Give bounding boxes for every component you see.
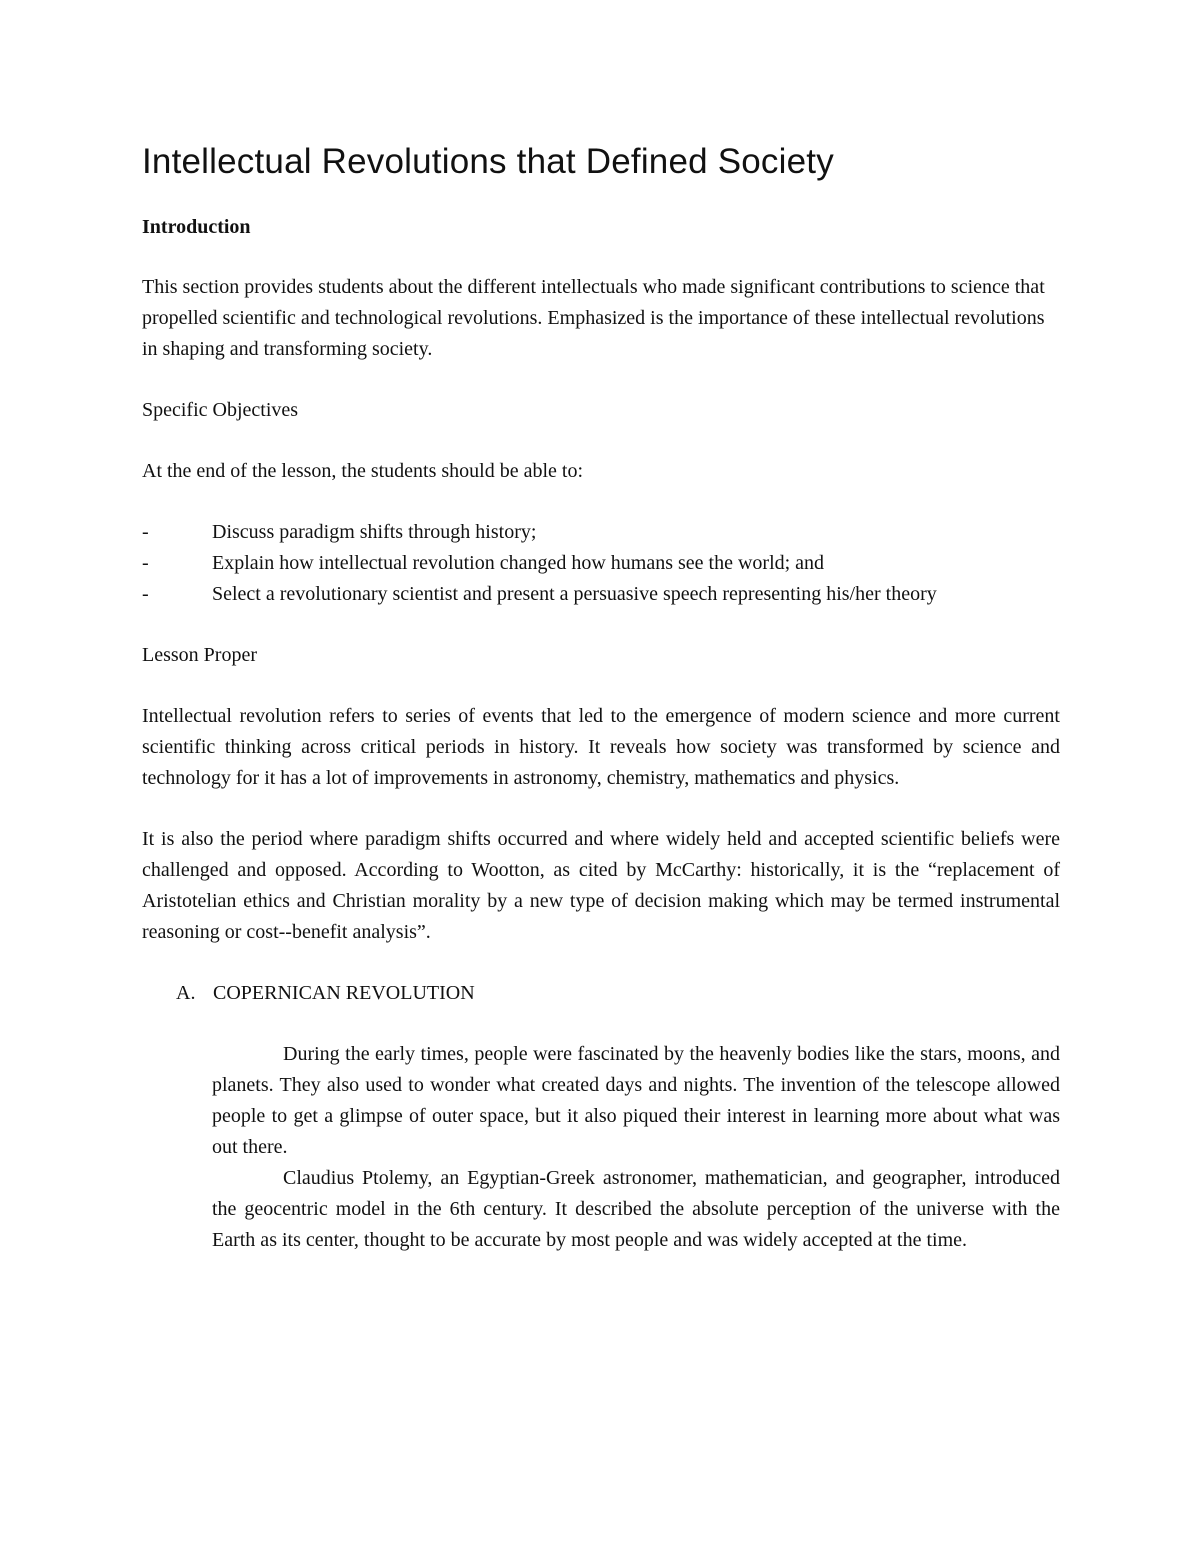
document-page [142, 140, 1060, 1256]
section-paragraph: During the early times, people were fascinated by the heavenly bodies like the stars, moons, and planets. They also used to wonder what created days and nights. The invention of the telescope allowed people to get a glimpse of outer space, but it also piqued their interest in learning more about what was out there. [212, 1043, 1060, 1158]
objective-text: Discuss paradigm shifts through history; [212, 521, 537, 543]
objectives-lead: At the end of the lesson, the students should be able to: [142, 460, 584, 482]
bullet-dash: - [142, 583, 149, 605]
document-title: Intellectual Revolutions that Defined Society [142, 142, 834, 181]
section-a-heading [142, 978, 1060, 1009]
section-letter: A. [176, 982, 196, 1004]
objective-text: Explain how intellectual revolution changed how humans see the world; and [212, 552, 825, 574]
introduction-paragraph: This section provides students about the different intellectuals who made significant contributions to science that propelled scientific and technological revolutions. Emphasized is the importance of these intellectual revolutions in shaping and transforming society. [142, 276, 1045, 360]
section-paragraph: Claudius Ptolemy, an Egyptian-Greek astronomer, mathematician, and geographer, introduced the geocentric model in the 6th century. It described the absolute perception of the universe with the Earth as its center, thought to be accurate by most people and was widely accepted at the time. [212, 1167, 1060, 1251]
lesson-paragraph: It is also the period where paradigm shifts occurred and where widely held and accepted scientific beliefs were challenged and opposed. According to Wootton, as cited by McCarthy: historically, it is the “replacement of Aristotelian ethics and Christian morality by a new type of decision making which may be termed instrumental reasoning or cost--benefit analysis”. [142, 828, 1060, 943]
introduction-heading: Introduction [142, 216, 251, 238]
list-item [142, 579, 1060, 610]
objectives-heading: Specific Objectives [142, 399, 299, 421]
section-title: COPERNICAN REVOLUTION [213, 982, 475, 1004]
bullet-dash: - [142, 552, 149, 574]
section-a-body [142, 1039, 1060, 1256]
lesson-heading: Lesson Proper [142, 644, 257, 666]
list-item [142, 548, 1060, 579]
objectives-list [142, 517, 1060, 610]
objective-text: Select a revolutionary scientist and present a persuasive speech representing his/her theory [212, 583, 937, 605]
lesson-paragraph: Intellectual revolution refers to series of events that led to the emergence of modern science and more current scientific thinking across critical periods in history. It reveals how society was transformed by science and technology for it has a lot of improvements in astronomy, chemistry, mathematics and physics. [142, 705, 1060, 789]
bullet-dash: - [142, 521, 149, 543]
list-item [142, 517, 1060, 548]
